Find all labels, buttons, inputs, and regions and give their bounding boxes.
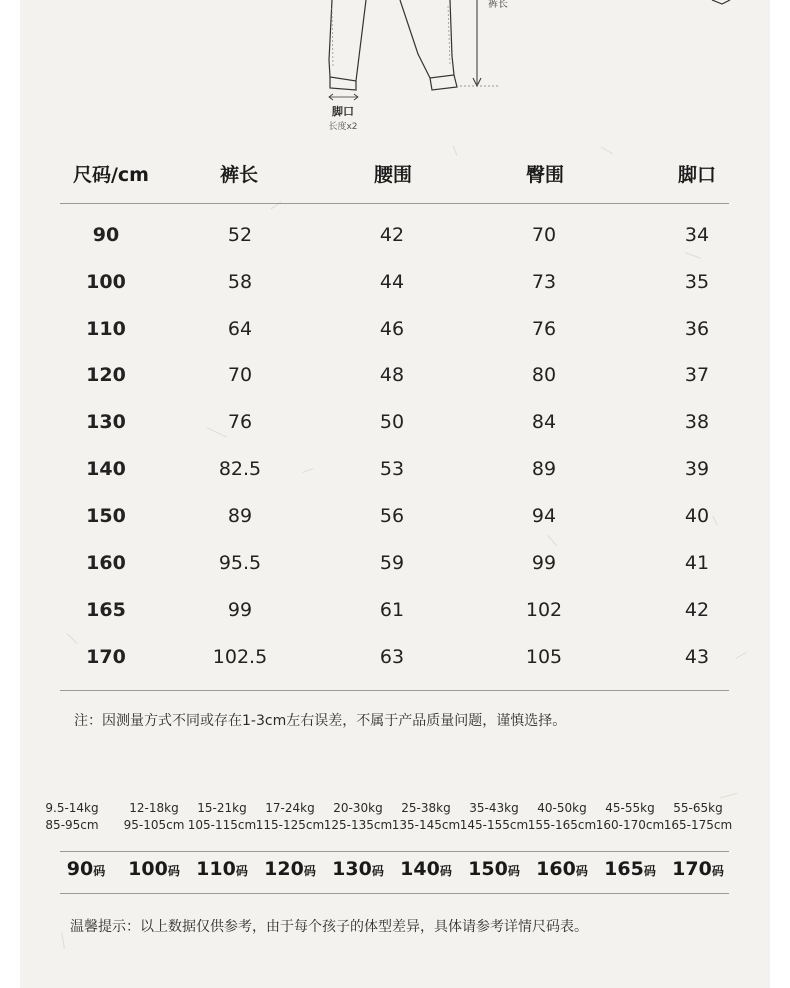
guide-height: 165-175cm <box>663 818 733 832</box>
waist-cell: 61 <box>379 599 405 621</box>
guide-weight: 40-50kg <box>537 801 587 815</box>
waist-cell: 50 <box>379 411 405 433</box>
guide-size-unit: 码 <box>371 864 384 878</box>
guide-size-unit: 码 <box>93 864 106 878</box>
guide-size-number: 110 <box>196 858 236 880</box>
guide-size-number: 120 <box>264 858 304 880</box>
guide-size-number: 170 <box>672 858 712 880</box>
length-label: 裤长 <box>488 0 508 10</box>
waist-cell: 48 <box>379 364 405 386</box>
guide-weight-height <box>653 800 743 834</box>
cuff-cell: 37 <box>684 364 710 386</box>
size-chart-page <box>20 0 770 988</box>
warm-tip: 温馨提示：以上数据仅供参考，由于每个孩子的体型差异，具体请参考详情尺码表。 <box>70 919 588 935</box>
guide-size-unit: 码 <box>303 864 316 878</box>
table-row <box>20 446 770 492</box>
hip-cell: 102 <box>525 599 563 621</box>
guide-height: 85-95cm <box>45 818 99 832</box>
cuff-cell: 43 <box>684 646 710 668</box>
guide-weight: 12-18kg <box>129 801 179 815</box>
paper-fleck <box>720 793 738 799</box>
guide-top-divider <box>60 851 729 852</box>
guide-size-number: 130 <box>332 858 372 880</box>
guide-size-unit: 码 <box>643 864 656 878</box>
header-hip: 臀围 <box>525 164 564 186</box>
guide-size-number: 140 <box>400 858 440 880</box>
table-header-row <box>20 152 770 198</box>
guide-size-unit: 码 <box>711 864 724 878</box>
guide-weight: 15-21kg <box>197 801 247 815</box>
size-cell: 165 <box>86 599 126 621</box>
guide-weight-height <box>27 800 117 834</box>
guide-height: 155-165cm <box>527 818 597 832</box>
size-cell: 90 <box>92 224 120 246</box>
cuff-cell: 38 <box>684 411 710 433</box>
hip-cell: 84 <box>531 411 557 433</box>
cuff-cell: 41 <box>684 552 710 574</box>
length-cell: 52 <box>227 224 253 246</box>
guide-height: 160-170cm <box>595 818 665 832</box>
guide-bottom-divider <box>60 893 729 894</box>
length-cell: 64 <box>227 318 253 340</box>
table-row <box>20 587 770 633</box>
guide-size-number: 90 <box>66 858 94 880</box>
guide-size <box>653 858 743 880</box>
guide-height: 105-115cm <box>187 818 257 832</box>
guide-size-unit: 码 <box>439 864 452 878</box>
guide-size-unit: 码 <box>575 864 588 878</box>
length-cell: 58 <box>227 271 253 293</box>
cuff-label: 脚口 <box>332 105 354 118</box>
size-cell: 170 <box>86 646 126 668</box>
waist-cell: 56 <box>379 505 405 527</box>
length-cell: 70 <box>227 364 253 386</box>
size-cell: 150 <box>86 505 126 527</box>
measurement-note: 注：因测量方式不同或存在1-3cm左右误差，不属于产品质量问题，谨慎选择。 <box>74 713 567 729</box>
guide-size-unit: 码 <box>507 864 520 878</box>
size-cell: 100 <box>86 271 126 293</box>
guide-height: 115-125cm <box>255 818 325 832</box>
table-row <box>20 352 770 398</box>
hip-cell: 94 <box>531 505 557 527</box>
guide-size-number: 150 <box>468 858 508 880</box>
table-bottom-divider <box>60 690 729 691</box>
table-row <box>20 212 770 258</box>
header-size: 尺码/cm <box>72 164 149 186</box>
length-cell: 76 <box>227 411 253 433</box>
length-cell: 99 <box>227 599 253 621</box>
size-cell: 160 <box>86 552 126 574</box>
hip-cell: 73 <box>531 271 557 293</box>
cuff-cell: 35 <box>684 271 710 293</box>
hip-cell: 99 <box>531 552 557 574</box>
table-row <box>20 306 770 352</box>
table-row <box>20 493 770 539</box>
length-cell: 89 <box>227 505 253 527</box>
guide-weight: 45-55kg <box>605 801 655 815</box>
length-cell: 102.5 <box>212 646 268 668</box>
waist-cell: 44 <box>379 271 405 293</box>
length-cell: 82.5 <box>218 458 262 480</box>
pants-outline-icon <box>20 0 770 140</box>
guide-weight: 35-43kg <box>469 801 519 815</box>
cuff-cell: 40 <box>684 505 710 527</box>
guide-size-number: 160 <box>536 858 576 880</box>
pants-diagram <box>20 0 770 140</box>
cuff-cell: 36 <box>684 318 710 340</box>
waist-cell: 63 <box>379 646 405 668</box>
table-header-divider <box>60 203 729 204</box>
paper-fleck <box>61 933 65 949</box>
guide-weight: 55-65kg <box>673 801 723 815</box>
guide-weight: 20-30kg <box>333 801 383 815</box>
guide-height: 135-145cm <box>391 818 461 832</box>
guide-size-unit: 码 <box>167 864 180 878</box>
table-row <box>20 399 770 445</box>
cuff-sublabel: 长度x2 <box>328 122 358 132</box>
size-cell: 140 <box>86 458 126 480</box>
cuff-cell: 42 <box>684 599 710 621</box>
guide-height: 95-105cm <box>123 818 185 832</box>
header-length: 裤长 <box>219 164 258 186</box>
table-row <box>20 259 770 305</box>
header-cuff: 脚口 <box>677 164 716 186</box>
guide-size-unit: 码 <box>235 864 248 878</box>
hip-cell: 89 <box>531 458 557 480</box>
guide-weight: 17-24kg <box>265 801 315 815</box>
size-cell: 130 <box>86 411 126 433</box>
hip-cell: 70 <box>531 224 557 246</box>
length-cell: 95.5 <box>218 552 262 574</box>
cuff-cell: 39 <box>684 458 710 480</box>
waist-cell: 42 <box>379 224 405 246</box>
size-cell: 120 <box>86 364 126 386</box>
guide-weight: 25-38kg <box>401 801 451 815</box>
guide-size-number: 165 <box>604 858 644 880</box>
header-waist: 腰围 <box>373 164 412 186</box>
hip-cell: 76 <box>531 318 557 340</box>
waist-cell: 53 <box>379 458 405 480</box>
guide-height: 125-135cm <box>323 818 393 832</box>
hip-cell: 80 <box>531 364 557 386</box>
guide-height: 145-155cm <box>459 818 529 832</box>
size-cell: 110 <box>86 318 126 340</box>
table-row <box>20 634 770 680</box>
guide-size-number: 100 <box>128 858 168 880</box>
cuff-cell: 34 <box>684 224 710 246</box>
table-row <box>20 540 770 586</box>
guide-weight: 9.5-14kg <box>45 801 99 815</box>
hip-cell: 105 <box>525 646 563 668</box>
waist-cell: 46 <box>379 318 405 340</box>
waist-cell: 59 <box>379 552 405 574</box>
